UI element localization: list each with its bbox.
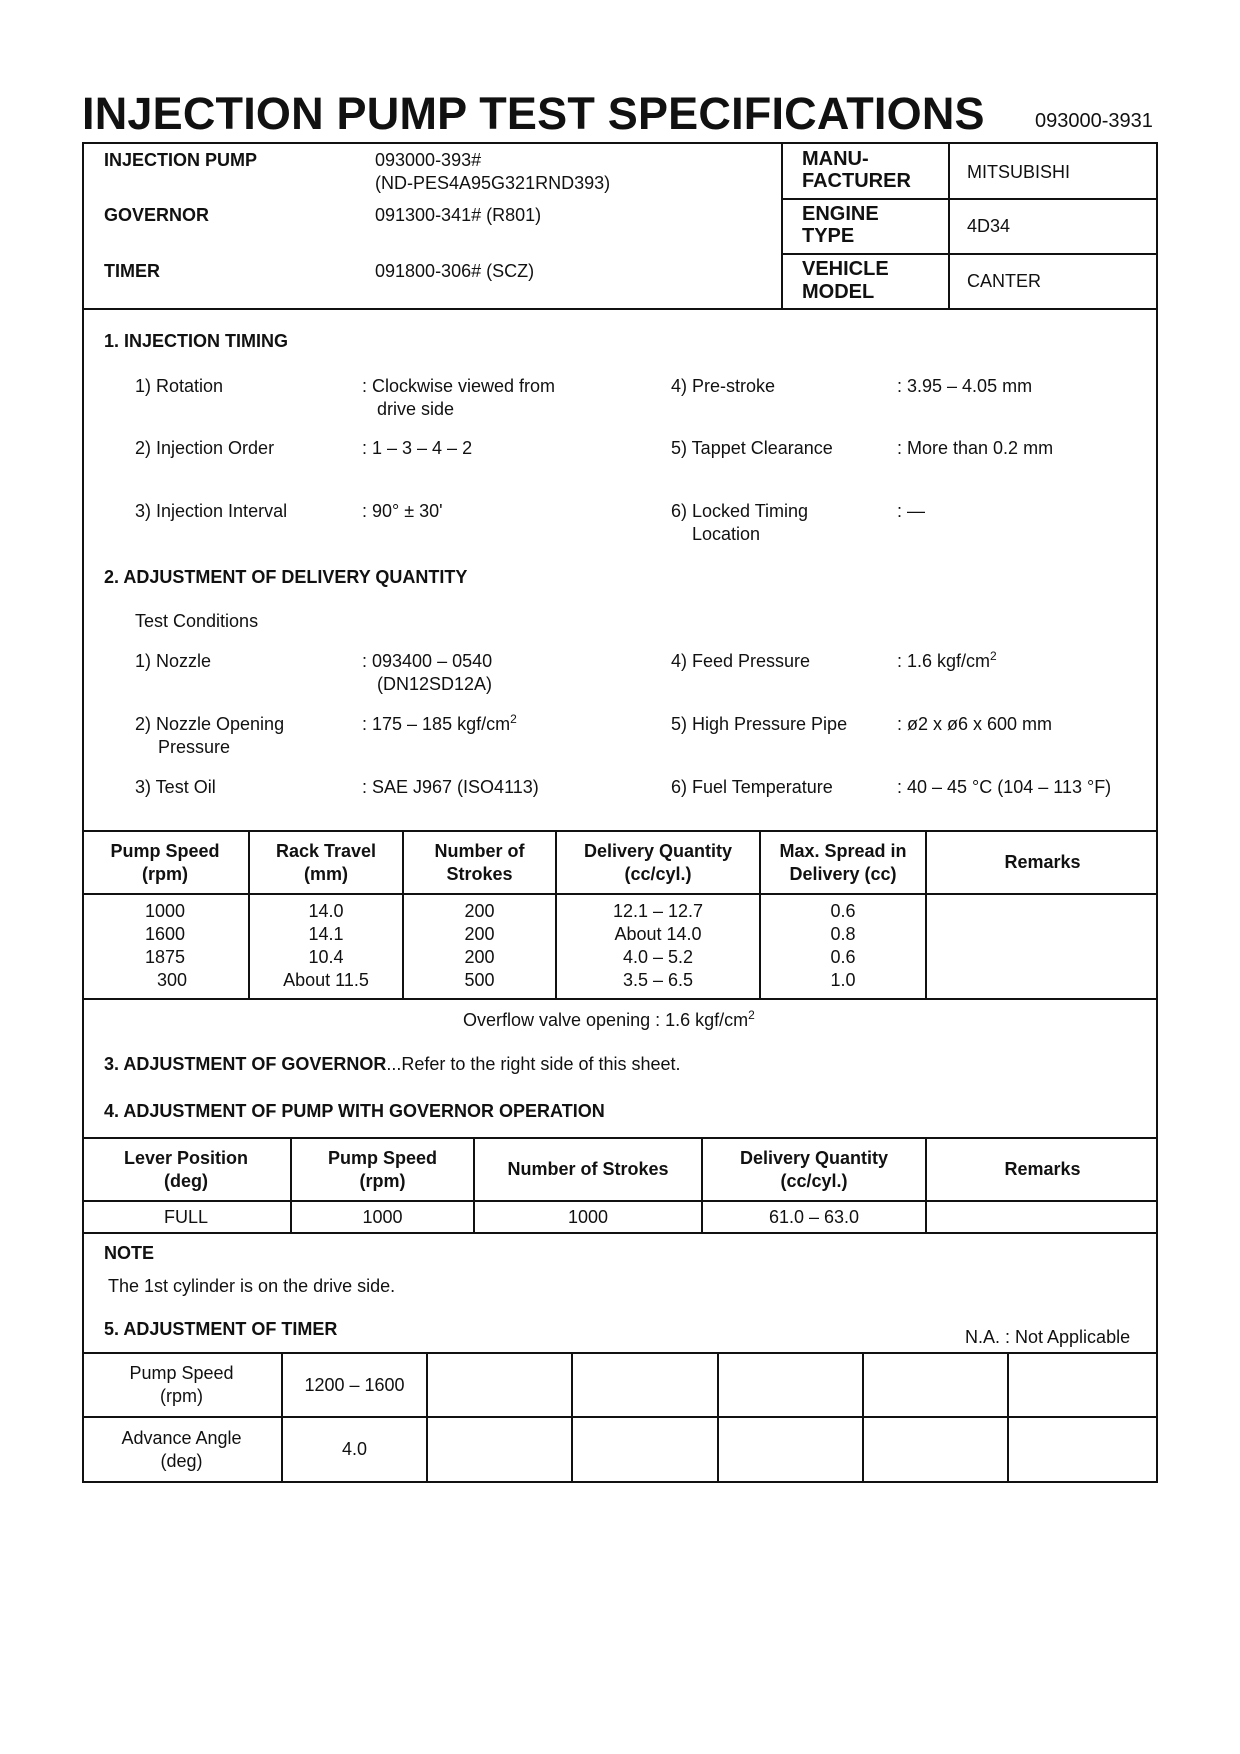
table-cell: 0.6 [830, 901, 856, 921]
engine-type-label: TYPE [802, 225, 855, 247]
timer-col-line [862, 1352, 864, 1483]
info-row-line [781, 253, 1158, 255]
timer-pump-speed-value: 1200 – 1600 [304, 1374, 405, 1395]
table-cell: FULL [163, 1206, 208, 1227]
timer-label: TIMER [104, 261, 160, 281]
table-cell: 0.6 [830, 947, 856, 967]
vehicle-model-label: VEHICLE [802, 258, 889, 280]
governor-label: GOVERNOR [104, 205, 210, 225]
not-applicable-note: N.A. : Not Applicable [965, 1327, 1131, 1347]
header-number-of-strokes: Number of Strokes [507, 1159, 669, 1179]
timer-col-line [426, 1352, 428, 1483]
table-cell: 14.0 [308, 901, 344, 921]
vehicle-model-label: MODEL [802, 281, 875, 303]
table-cell: 200 [464, 924, 495, 944]
high-pressure-pipe-label: 5) High Pressure Pipe [671, 714, 848, 734]
tappet-clearance-label: 5) Tappet Clearance [671, 438, 833, 458]
table-cell: 1.0 [830, 970, 856, 990]
engine-type-value: 4D34 [967, 216, 1011, 236]
delivery-table-bottom [82, 998, 1158, 1000]
info-divider [781, 142, 783, 310]
pump-speed-column [82, 900, 248, 992]
governor-value: 091300-341# (R801) [375, 205, 542, 225]
manufacturer-label: MANU- [802, 148, 869, 170]
injection-pump-label: INJECTION PUMP [104, 150, 258, 170]
table-cell: 61.0 – 63.0 [768, 1206, 860, 1227]
table-cell: 200 [464, 901, 495, 921]
header-delivery-quantity: Delivery Quantity (cc/cyl.) [583, 840, 733, 884]
nozzle-pressure-label: 2) Nozzle Opening [135, 714, 285, 734]
timer-advance-angle-value: 4.0 [341, 1439, 368, 1459]
overflow-valve-note: Overflow valve opening : 1.6 kgf/$cm^2$ [463, 1008, 755, 1030]
note-heading: NOTE [104, 1243, 155, 1263]
injection-interval-label: 3) Injection Interval [135, 501, 288, 521]
nozzle-value: (DN12SD12A) [377, 674, 493, 694]
prestroke-value: : 3.95 – 4.05 mm [897, 376, 1033, 396]
rotation-label: 1) Rotation [135, 376, 224, 396]
fuel-temperature-value: : 40 – 45 °C (104 – 113 °F) [897, 777, 1112, 797]
test-oil-label: 3) Test Oil [135, 777, 216, 797]
table-cell: 0.8 [830, 924, 856, 944]
header-lever-position: Lever Position (deg) [123, 1147, 249, 1191]
header-max-spread: Max. Spread in Delivery (cc) [779, 840, 907, 884]
feed-pressure-value: : 1.6 kgf/$cm^2$ [897, 649, 997, 671]
rack-travel-column [250, 900, 402, 992]
header-strokes: Number of Strokes [434, 840, 525, 884]
header-rack-travel: Rack Travel (mm) [275, 840, 377, 884]
injection-order-label: 2) Injection Order [135, 438, 275, 458]
section-heading-injection-timing: 1. INJECTION TIMING [104, 331, 289, 351]
table-cell: 12.1 – 12.7 [612, 901, 704, 921]
section-heading-governor-operation: 4. ADJUSTMENT OF PUMP WITH GOVERNOR OPERATION [104, 1101, 605, 1121]
section-heading-timer: 5. ADJUSTMENT OF TIMER [104, 1319, 338, 1339]
injection-pump-model: (ND-PES4A95G321RND393) [375, 173, 611, 193]
header-delivery-quantity: Delivery Quantity (cc/cyl.) [739, 1147, 889, 1191]
locked-timing-value: : — [897, 501, 926, 521]
timer-col-line [571, 1352, 573, 1483]
header-pump-speed: Pump Speed (rpm) [327, 1147, 438, 1191]
rotation-value: drive side [377, 399, 455, 419]
governor-table-bottom [82, 1232, 1158, 1234]
info-bottom-line [82, 308, 1158, 310]
fuel-temperature-label: 6) Fuel Temperature [671, 777, 833, 797]
tappet-clearance-value: : More than 0.2 mm [897, 438, 1054, 458]
test-conditions-label: Test Conditions [135, 611, 259, 631]
high-pressure-pipe-value: : ø2 x ø6 x 600 mm [897, 714, 1053, 734]
table-cell: 4.0 – 5.2 [622, 947, 694, 967]
table-cell: About 11.5 [283, 970, 369, 990]
timer-value: 091800-306# (SCZ) [375, 261, 535, 281]
timer-col-line [1007, 1352, 1009, 1483]
table-cell: 1875 [144, 947, 186, 967]
locked-timing-label: Location [692, 524, 761, 544]
info-divider [948, 142, 950, 310]
nozzle-label: 1) Nozzle [135, 651, 212, 671]
injection-order-value: : 1 – 3 – 4 – 2 [362, 438, 473, 458]
delivery-quantity-column [557, 900, 759, 992]
manufacturer-value: MITSUBISHI [967, 162, 1071, 182]
document-code: 093000-3931 [1035, 110, 1153, 132]
timer-advance-angle-label: Advance Angle (deg) [121, 1427, 242, 1471]
note-text: The 1st cylinder is on the drive side. [108, 1276, 396, 1296]
table-cell: 1000 [567, 1206, 609, 1227]
manufacturer-label: FACTURER [802, 170, 911, 192]
strokes-column [404, 900, 555, 992]
table-cell: About 14.0 [614, 924, 702, 944]
table-cell: 500 [464, 970, 495, 990]
injection-pump-value: 093000-393# [375, 150, 482, 170]
table-cell: 1600 [144, 924, 186, 944]
table-cell: 1000 [362, 1206, 403, 1227]
vehicle-model-value: CANTER [967, 271, 1042, 291]
page-title: INJECTION PUMP TEST SPECIFICATIONS [82, 88, 985, 139]
header-remarks: Remarks [1004, 1159, 1081, 1179]
injection-interval-value: : 90° ± 30' [362, 501, 443, 521]
section-heading-delivery: 2. ADJUSTMENT OF DELIVERY QUANTITY [104, 567, 468, 587]
max-spread-column [761, 900, 925, 992]
nozzle-pressure-label: Pressure [158, 737, 231, 757]
table-cell: 14.1 [308, 924, 344, 944]
info-row-line [781, 198, 1158, 200]
table-cell: 300 [156, 970, 188, 990]
table-cell: 10.4 [308, 947, 344, 967]
nozzle-pressure-value: : 175 – 185 kgf/$cm^2$ [362, 712, 517, 734]
header-pump-speed: Pump Speed (rpm) [110, 840, 220, 884]
delivery-table-header-line [82, 893, 1158, 895]
test-oil-value: : SAE J967 (ISO4113) [362, 777, 539, 797]
table-cell: 1000 [144, 901, 186, 921]
rotation-value: : Clockwise viewed from [362, 376, 556, 396]
header-remarks: Remarks [1004, 852, 1081, 872]
table-cell: 200 [464, 947, 495, 967]
table-cell: 3.5 – 6.5 [622, 970, 694, 990]
locked-timing-label: 6) Locked Timing [671, 501, 809, 521]
timer-pump-speed-label: Pump Speed (rpm) [129, 1363, 234, 1406]
engine-type-label: ENGINE [802, 203, 879, 225]
feed-pressure-label: 4) Feed Pressure [671, 651, 811, 671]
prestroke-label: 4) Pre-stroke [671, 376, 776, 396]
section-heading-governor: 3. ADJUSTMENT OF GOVERNOR...Refer to the right side of this sheet. [104, 1054, 681, 1074]
nozzle-value: : 093400 – 0540 [362, 651, 493, 671]
timer-col-line [717, 1352, 719, 1483]
